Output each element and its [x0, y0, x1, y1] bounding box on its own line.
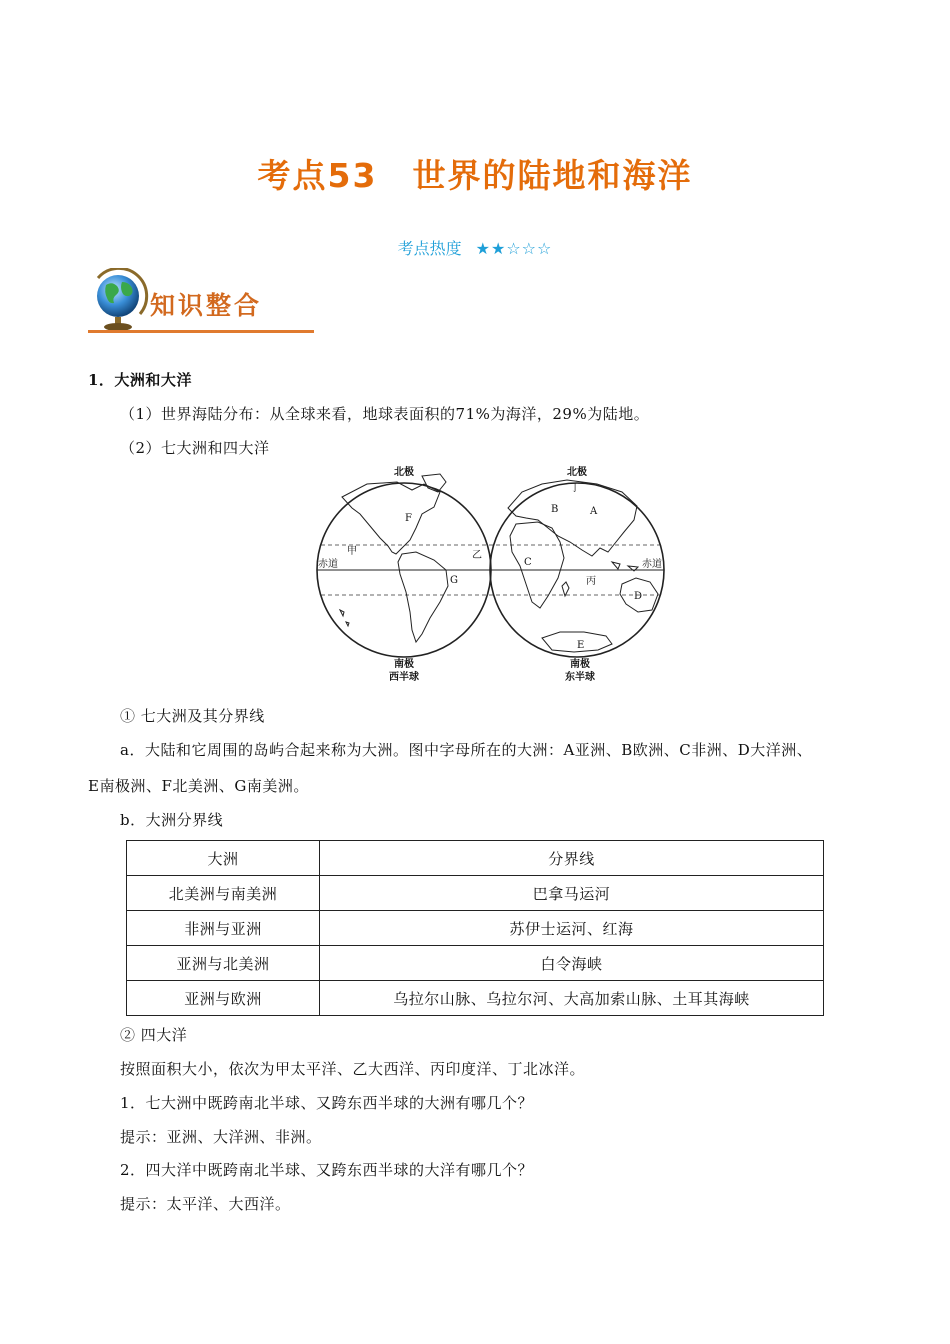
label-A: A	[590, 506, 598, 517]
north-america-shape	[342, 482, 440, 554]
label-F: F	[405, 513, 412, 524]
label-G: G	[450, 575, 458, 586]
table-cell: 苏伊士运河、红海	[320, 911, 824, 946]
question-1: 1．七大洲中既跨南北半球、又跨东西半球的大洲有哪几个？	[120, 1094, 534, 1112]
table-header-continent: 大洲	[127, 841, 320, 876]
table-row	[127, 946, 824, 981]
table-row	[127, 911, 824, 946]
label-D: D	[634, 591, 643, 602]
section-underline	[88, 330, 314, 333]
subheading-four-oceans: ② 四大洋	[120, 1026, 188, 1044]
west-hemisphere-label: 西半球	[389, 672, 419, 683]
label-C: C	[524, 557, 532, 568]
page-title: 考点53 世界的陆地和海洋	[257, 156, 693, 195]
south-pole-label-east: 南极	[570, 659, 590, 670]
table-header-boundary: 分界线	[320, 841, 824, 876]
answer-2: 提示：太平洋、大西洋。	[120, 1195, 291, 1213]
islands-west	[340, 610, 349, 626]
paragraph-land-sea: （1）世界海陆分布：从全球来看，地球表面积的71%为海洋，29%为陆地。	[120, 405, 650, 423]
section-title: 知识整合	[150, 291, 263, 320]
equator-label-west: 赤道	[318, 559, 338, 570]
label-B: B	[551, 504, 559, 515]
table-row	[127, 981, 824, 1016]
paragraph-seven-four: （2）七大洲和四大洋	[120, 439, 270, 457]
madagascar-shape	[562, 582, 569, 596]
table-cell: 亚洲与北美洲	[127, 946, 320, 981]
heat-label: 考点热度	[397, 239, 462, 258]
label-bing: 丙	[586, 576, 596, 587]
table-cell: 非洲与亚洲	[127, 911, 320, 946]
label-E: E	[577, 640, 585, 651]
north-pole-label-east: 北极	[567, 467, 587, 478]
continent-boundary-table	[126, 840, 824, 1016]
table-cell: 乌拉尔山脉、乌拉尔河、大高加索山脉、土耳其海峡	[320, 981, 824, 1016]
table-cell: 北美洲与南美洲	[127, 876, 320, 911]
south-pole-label-west: 南极	[394, 659, 414, 670]
table-cell: 巴拿马运河	[320, 876, 824, 911]
world-hemispheres-map	[312, 462, 672, 684]
section-header	[88, 268, 316, 334]
table-cell: 白令海峡	[320, 946, 824, 981]
answer-1: 提示：亚洲、大洋洲、非洲。	[120, 1128, 322, 1146]
paragraph-a-line1: a．大陆和它周围的岛屿合起来称为大洲。图中字母所在的大洲：A亚洲、B欧洲、C非洲、D大洋洲、	[120, 741, 813, 759]
globe-icon	[88, 268, 150, 334]
heading-continents-oceans: 1．大洲和大洋	[88, 371, 192, 389]
paragraph-oceans: 按照面积大小，依次为甲太平洋、乙大西洋、丙印度洋、丁北冰洋。	[120, 1060, 586, 1078]
east-hemisphere-label: 东半球	[565, 672, 595, 683]
north-pole-label-west: 北极	[394, 467, 414, 478]
heat-rating	[0, 236, 950, 259]
equator-label-east: 赤道	[642, 559, 662, 570]
label-yi: 乙	[472, 550, 482, 561]
table-row	[127, 876, 824, 911]
label-ding: 丁	[570, 483, 580, 494]
label-jia: 甲	[347, 546, 357, 557]
table-header-row	[127, 841, 824, 876]
paragraph-b: b．大洲分界线	[120, 811, 224, 829]
question-2: 2．四大洋中既跨南北半球、又跨东西半球的大洋有哪几个？	[120, 1161, 534, 1179]
south-america-shape	[398, 552, 448, 642]
star-rating: ★★☆☆☆	[475, 239, 553, 258]
subheading-seven-continents: ① 七大洲及其分界线	[120, 707, 265, 725]
table-cell: 亚洲与欧洲	[127, 981, 320, 1016]
paragraph-a-line2: E南极洲、F北美洲、G南美洲。	[88, 777, 309, 795]
